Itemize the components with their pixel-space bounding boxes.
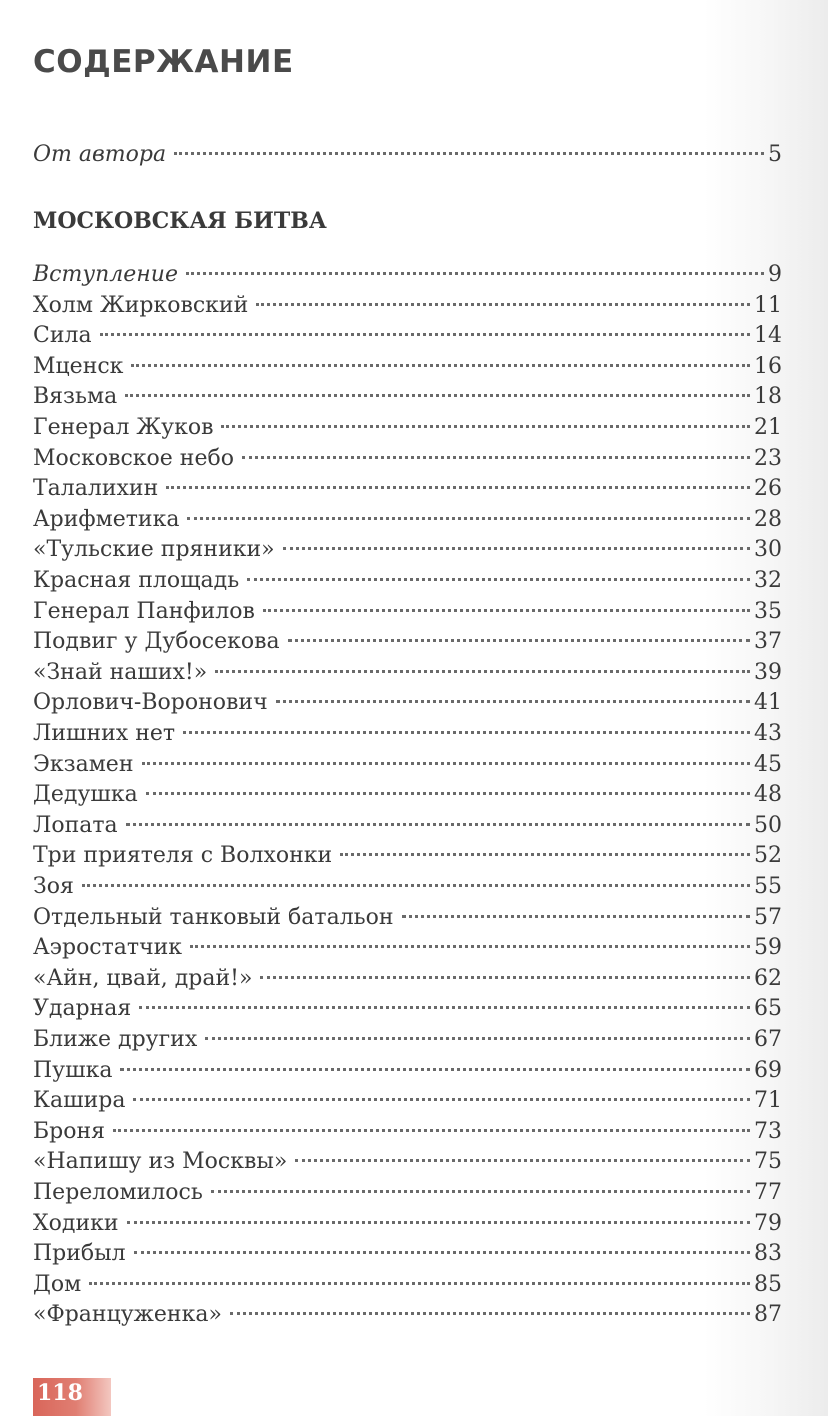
- toc-row: [33, 1086, 782, 1116]
- toc-page-number: 14: [754, 323, 782, 349]
- dot-leader: [263, 609, 750, 612]
- toc-row: [33, 413, 782, 443]
- toc-page-number: 79: [754, 1210, 782, 1236]
- toc-page-number: 21: [754, 415, 782, 440]
- section-title: МОСКОВСКАЯ БИТВА: [33, 208, 327, 234]
- toc-entry-title: «Напишу из Москвы»: [33, 1149, 288, 1175]
- dot-leader: [139, 1006, 750, 1009]
- toc-page-number: 75: [754, 1149, 782, 1175]
- toc-entry-title: Лопата: [33, 812, 118, 838]
- toc-entry-title: Дом: [33, 1271, 82, 1297]
- toc-page-number: 52: [754, 843, 782, 869]
- toc-entry-title: Генерал Жуков: [33, 415, 214, 440]
- toc-row: [33, 994, 782, 1024]
- toc-page-number: 87: [754, 1302, 782, 1328]
- dot-leader: [260, 976, 750, 979]
- toc-entry-title: Ходики: [33, 1210, 119, 1236]
- toc-page-number: 71: [754, 1088, 782, 1114]
- toc-row: [33, 382, 782, 412]
- dot-leader: [134, 1251, 750, 1254]
- dot-leader: [211, 1190, 750, 1193]
- toc-page-number: 37: [754, 629, 782, 655]
- toc-page-number: 35: [754, 598, 782, 624]
- dot-leader: [340, 853, 750, 856]
- toc-page-number: 85: [754, 1271, 782, 1297]
- toc-page-number: 62: [754, 965, 782, 991]
- dot-leader: [120, 1068, 750, 1071]
- toc-entry-title: «Тульские пряники»: [33, 537, 275, 563]
- toc-entry-title: Лишних нет: [33, 721, 176, 746]
- toc-row: [33, 811, 782, 841]
- toc-row: [33, 352, 782, 382]
- toc-row: [33, 1117, 782, 1147]
- dot-leader: [187, 517, 750, 520]
- toc-row: [33, 321, 782, 351]
- toc-page-number: 18: [754, 384, 782, 410]
- dot-leader: [146, 792, 750, 795]
- page-number: 118: [37, 1380, 83, 1406]
- toc-entry-title: Вязьма: [33, 384, 118, 410]
- dot-leader: [247, 578, 750, 581]
- toc-entry-title: «Айн, цвай, драй!»: [33, 965, 253, 991]
- toc-entry-title: Ближе других: [33, 1027, 198, 1052]
- toc-row: [33, 1056, 782, 1086]
- toc-row: [33, 1300, 782, 1330]
- toc-entry-title: «Француженка»: [33, 1302, 222, 1328]
- dot-leader: [166, 486, 750, 489]
- toc-page-number: 48: [754, 782, 782, 808]
- toc-entry-title: Броня: [33, 1118, 106, 1144]
- toc-row: [33, 1209, 782, 1239]
- dot-leader: [183, 731, 750, 734]
- dot-leader: [186, 272, 764, 275]
- toc-page-number: 32: [754, 568, 782, 593]
- toc-page-number: 55: [754, 874, 782, 899]
- dot-leader: [242, 456, 750, 459]
- dot-leader: [221, 425, 750, 428]
- toc-row: [33, 688, 782, 718]
- toc-row: [33, 964, 782, 994]
- toc-entry-title: Мценск: [33, 353, 124, 379]
- toc-entry-title: Переломилось: [33, 1180, 203, 1205]
- dot-leader: [276, 700, 750, 703]
- dot-leader: [82, 884, 750, 887]
- toc-page-number: 83: [754, 1241, 782, 1267]
- toc-row: [33, 474, 782, 504]
- toc-entry-title: Сила: [33, 323, 92, 349]
- toc-entry-title: Три приятеля с Волхонки: [33, 843, 333, 869]
- toc-entry-title: Зоя: [33, 874, 74, 899]
- dot-leader: [205, 1037, 750, 1040]
- toc-entry-title: Арифметика: [33, 506, 180, 532]
- toc-page-number: 59: [754, 935, 782, 961]
- toc-row: [33, 903, 782, 933]
- toc-row: [33, 1239, 782, 1269]
- dot-leader: [295, 1159, 750, 1162]
- dot-leader: [142, 762, 751, 765]
- dot-leader: [190, 945, 750, 948]
- toc-page-number: 65: [754, 996, 782, 1022]
- toc-entry-title: Аэростатчик: [33, 935, 183, 961]
- dot-leader: [230, 1312, 750, 1315]
- toc-entry-title: Отдельный танковый батальон: [33, 904, 394, 930]
- toc-entry-title: Ударная: [33, 996, 132, 1022]
- page-number-tab: [33, 1378, 111, 1416]
- toc-row: [33, 535, 782, 565]
- toc-row: [33, 505, 782, 535]
- toc-preface-row: [33, 140, 782, 170]
- toc-row: [33, 1025, 782, 1055]
- page-title: СОДЕРЖАНИЕ: [33, 44, 294, 80]
- toc-entry-title: Кашира: [33, 1088, 126, 1114]
- toc-row: [33, 750, 782, 780]
- toc-page-number: 30: [754, 537, 782, 563]
- toc-page-number: 50: [754, 812, 782, 838]
- toc-row: [33, 780, 782, 810]
- toc-row: [33, 719, 782, 749]
- toc-entry-title: Экзамен: [33, 751, 134, 777]
- toc-page-number: 26: [754, 476, 782, 502]
- toc-entry-title: Московское небо: [33, 445, 234, 471]
- toc-row: [33, 1178, 782, 1208]
- toc-row: [33, 597, 782, 627]
- toc-entry-title: От автора: [33, 142, 167, 167]
- toc-page-number: 67: [754, 1027, 782, 1052]
- dot-leader: [133, 1098, 750, 1101]
- toc-entry-title: Генерал Панфилов: [33, 598, 255, 624]
- toc-page-number: 73: [754, 1118, 782, 1144]
- toc-row: [33, 872, 782, 902]
- dot-leader: [126, 823, 750, 826]
- toc-row: [33, 260, 782, 290]
- toc-page-number: 39: [754, 659, 782, 685]
- toc-row: [33, 841, 782, 871]
- dot-leader: [174, 152, 764, 155]
- toc-page-number: 11: [754, 292, 782, 318]
- toc-page-number: 28: [754, 506, 782, 532]
- toc-entry-title: Талалихин: [33, 476, 159, 502]
- dot-leader: [89, 1282, 750, 1285]
- toc-page-number: 69: [754, 1057, 782, 1083]
- toc-entry-title: Красная площадь: [33, 568, 240, 593]
- toc-page-number: 45: [754, 751, 782, 777]
- toc-entry-title: «Знай наших!»: [33, 659, 208, 685]
- dot-leader: [215, 670, 750, 673]
- toc-page-number: 23: [754, 445, 782, 471]
- toc-row: [33, 1270, 782, 1300]
- dot-leader: [127, 1221, 750, 1224]
- dot-leader: [125, 394, 750, 397]
- dot-leader: [113, 1129, 750, 1132]
- toc-row: [33, 444, 782, 474]
- toc-page-number: 41: [754, 690, 782, 716]
- toc-page-number: 43: [754, 721, 782, 746]
- toc-entry-title: Пушка: [33, 1057, 113, 1083]
- toc-entry-title: Дедушка: [33, 782, 138, 808]
- dot-leader: [288, 639, 750, 642]
- toc-page-number: 16: [754, 353, 782, 379]
- dot-leader: [131, 364, 750, 367]
- toc-entry-title: Холм Жирковский: [33, 292, 249, 318]
- toc-row: [33, 627, 782, 657]
- dot-leader: [100, 333, 750, 336]
- toc-row: [33, 566, 782, 596]
- toc-page-number: 5: [768, 142, 782, 167]
- toc-page-number: 9: [768, 262, 782, 287]
- toc-entry-title: Подвиг у Дубосекова: [33, 629, 280, 655]
- toc-entry-title: Орлович-Воронович: [33, 690, 268, 716]
- toc-page-number: 77: [754, 1180, 782, 1205]
- toc-row: [33, 658, 782, 688]
- toc-row: [33, 291, 782, 321]
- toc-row: [33, 933, 782, 963]
- toc-page-number: 57: [754, 904, 782, 930]
- toc-row: [33, 1147, 782, 1177]
- dot-leader: [402, 915, 750, 918]
- toc-entry-title: Прибыл: [33, 1241, 126, 1267]
- dot-leader: [256, 303, 750, 306]
- toc-entry-title: Вступление: [33, 262, 178, 287]
- dot-leader: [283, 547, 750, 550]
